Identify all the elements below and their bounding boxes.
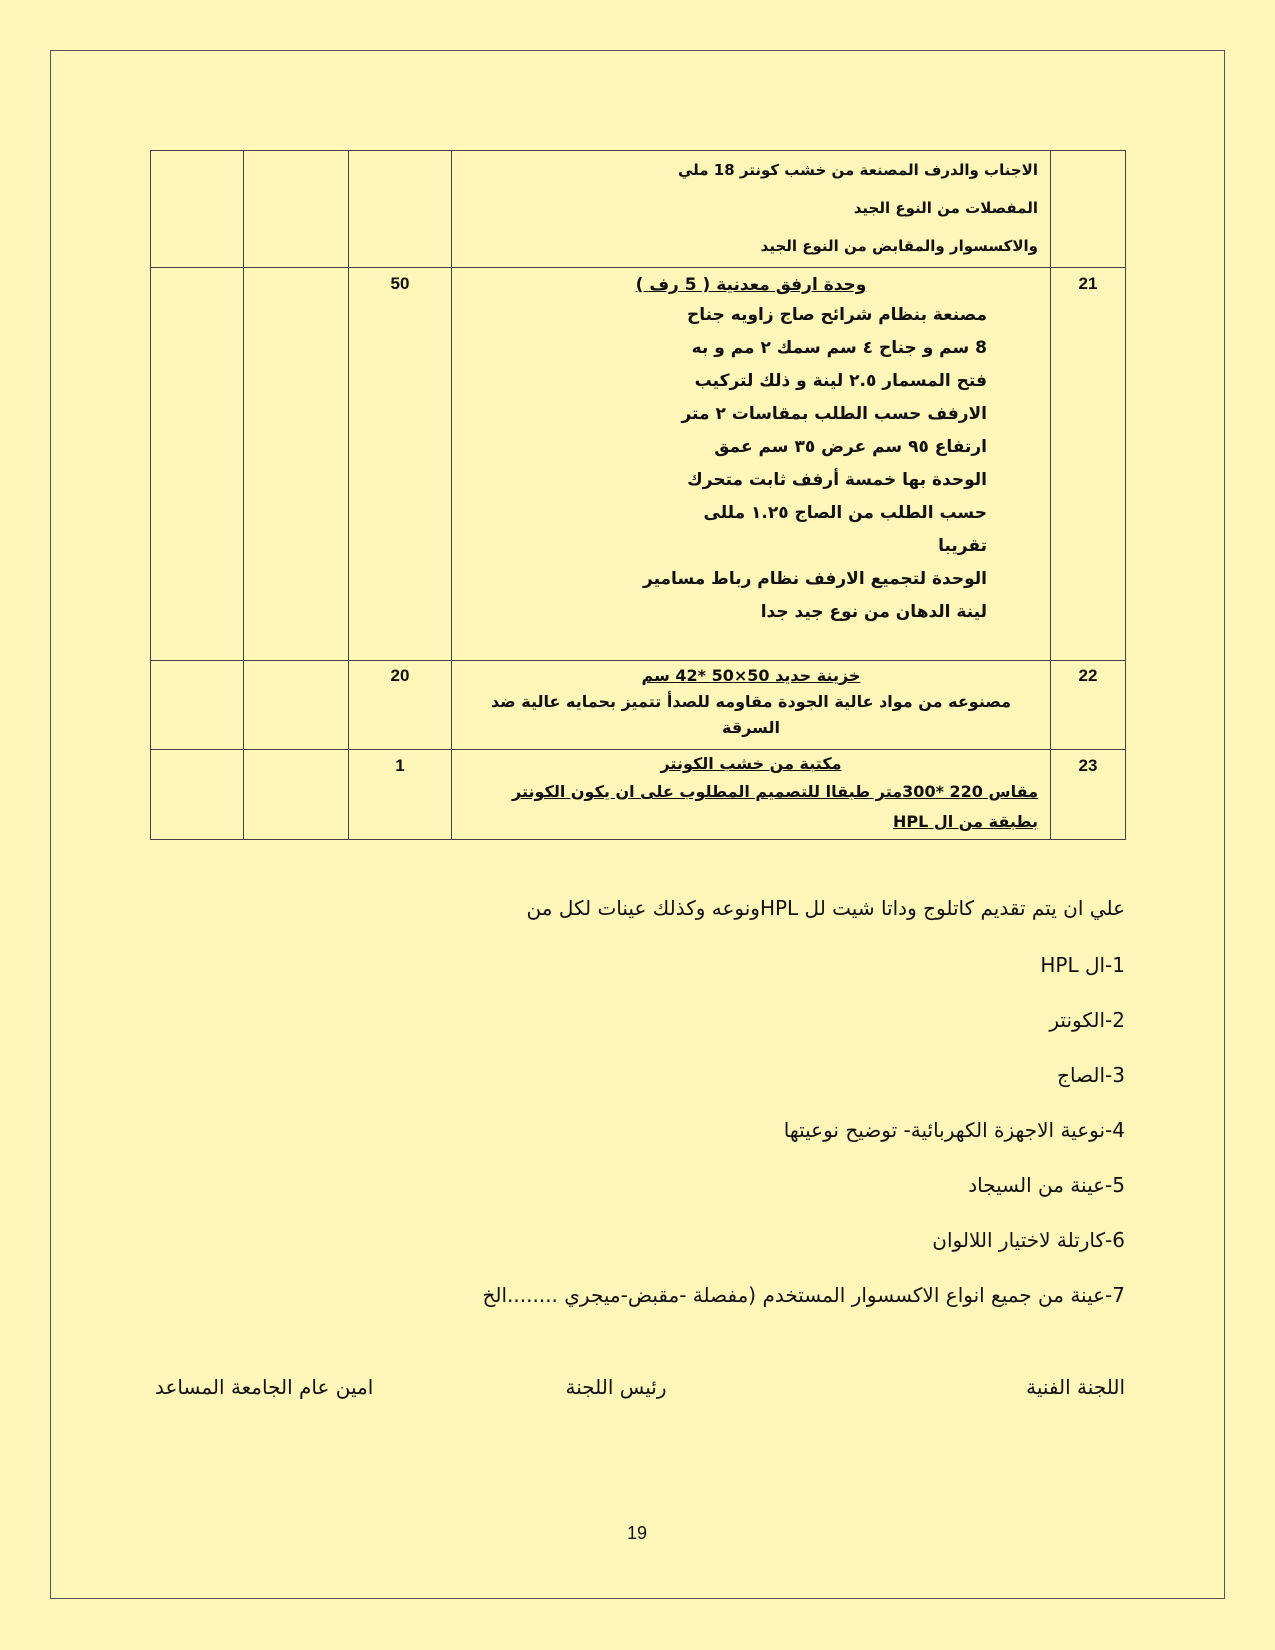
item-description-cell [452,268,1051,661]
requirement-item: 6-كارتلة لاختيار اللالوان [932,1228,1125,1252]
item-number-cell: 21 [1051,268,1126,661]
description-line: الوحدة بها خمسة أرفف ثابت متحرك [687,470,987,490]
item-number-cell: 23 [1051,750,1126,840]
page-number: 19 [626,1523,648,1543]
description-line: ارتفاع ٩٥ سم عرض ٣٥ سم عمق [714,437,987,457]
blank-cell [244,750,349,840]
blank-cell [151,268,244,661]
signature-technical-committee: اللجنة الفنية [1026,1375,1125,1399]
item-description-cell [452,151,1051,268]
signature-committee-head: رئيس اللجنة [565,1375,667,1399]
description-line: مصنعة بنظام شرائح صاج زاويه جناح [687,305,987,325]
description-line: الاجناب والدرف المصنعة من خشب كونتر 18 ملي [677,161,1038,179]
requirement-item: 4-نوعية الاجهزة الكهربائية- توضيح نوعيتها [783,1118,1125,1142]
item-title: خزينة حديد 50×50 *42 سم [641,666,861,685]
blank-cell [151,661,244,750]
item-quantity-cell: 20 [349,661,452,750]
item-description-text: مقاس 220 *300متر طبقاا للتصميم المطلوب على ان يكون الكونتر بطبقة من ال HPL [511,782,1038,831]
requirement-item: 7-عينة من جميع انواع الاكسسوار المستخدم (مفصلة -مقبض-ميجري ........الخ [482,1283,1125,1307]
description-line: الوحدة لتجميع الارفف نظام رباط مسامير [643,569,987,589]
item-description-cell [452,750,1051,840]
item-description-cell [452,661,1051,750]
requirement-item: 5-عينة من السيجاد [968,1173,1125,1197]
items-table [150,150,1126,840]
description-line: لينة الدهان من نوع جيد جدا [760,602,987,622]
description-line: حسب الطلب من الصاج ١.٢٥ مللى [703,503,987,523]
table-row [151,661,1126,750]
requirements-section [150,893,1125,1335]
table-row-continuation [151,151,1126,268]
blank-cell [151,750,244,840]
requirement-item: 2-الكونتر [1049,1008,1125,1032]
item-title: مكتبة من خشب الكونتر [660,754,842,773]
item-quantity-cell: 50 [349,268,452,661]
description-line: 8 سم و جناح ٤ سم سمك ٢ مم و به [691,338,987,358]
table-row [151,268,1126,661]
item-title: وحدة ارفق معدنية ( 5 رف ) [635,275,867,295]
requirement-item: 3-الصاج [1057,1063,1125,1087]
item-number-cell: 22 [1051,661,1126,750]
item-quantity-cell: 1 [349,750,452,840]
description-line: فتح المسمار ٢.٥ لينة و ذلك لتركيب [694,371,987,391]
item-number-cell [1051,151,1126,268]
item-description-text: مصنوعه من مواد عالية الجودة مقاومه للصدأ تتميز بحمايه عالية ضد السرقة [490,692,1012,737]
item-quantity-cell [349,151,452,268]
description-line: المفصلات من النوع الجيد [853,199,1038,217]
requirements-intro: علي ان يتم تقديم كاتلوج وداتا شيت لل HPLونوعه وكذلك عينات لكل من [526,896,1125,920]
description-line: والاكسسوار والمقابض من النوع الجيد [760,237,1038,255]
description-line: الارفف حسب الطلب بمقاسات ٢ متر [681,404,987,424]
blank-cell [151,151,244,268]
description-line: تقريبا [938,536,987,556]
signature-block [150,1372,1125,1402]
table-row [151,750,1126,840]
signature-assistant-secretary-general: امين عام الجامعة المساعد [155,1375,374,1399]
requirement-item: 1-ال HPL [1040,953,1125,977]
blank-cell [244,661,349,750]
blank-cell [244,268,349,661]
blank-cell [244,151,349,268]
